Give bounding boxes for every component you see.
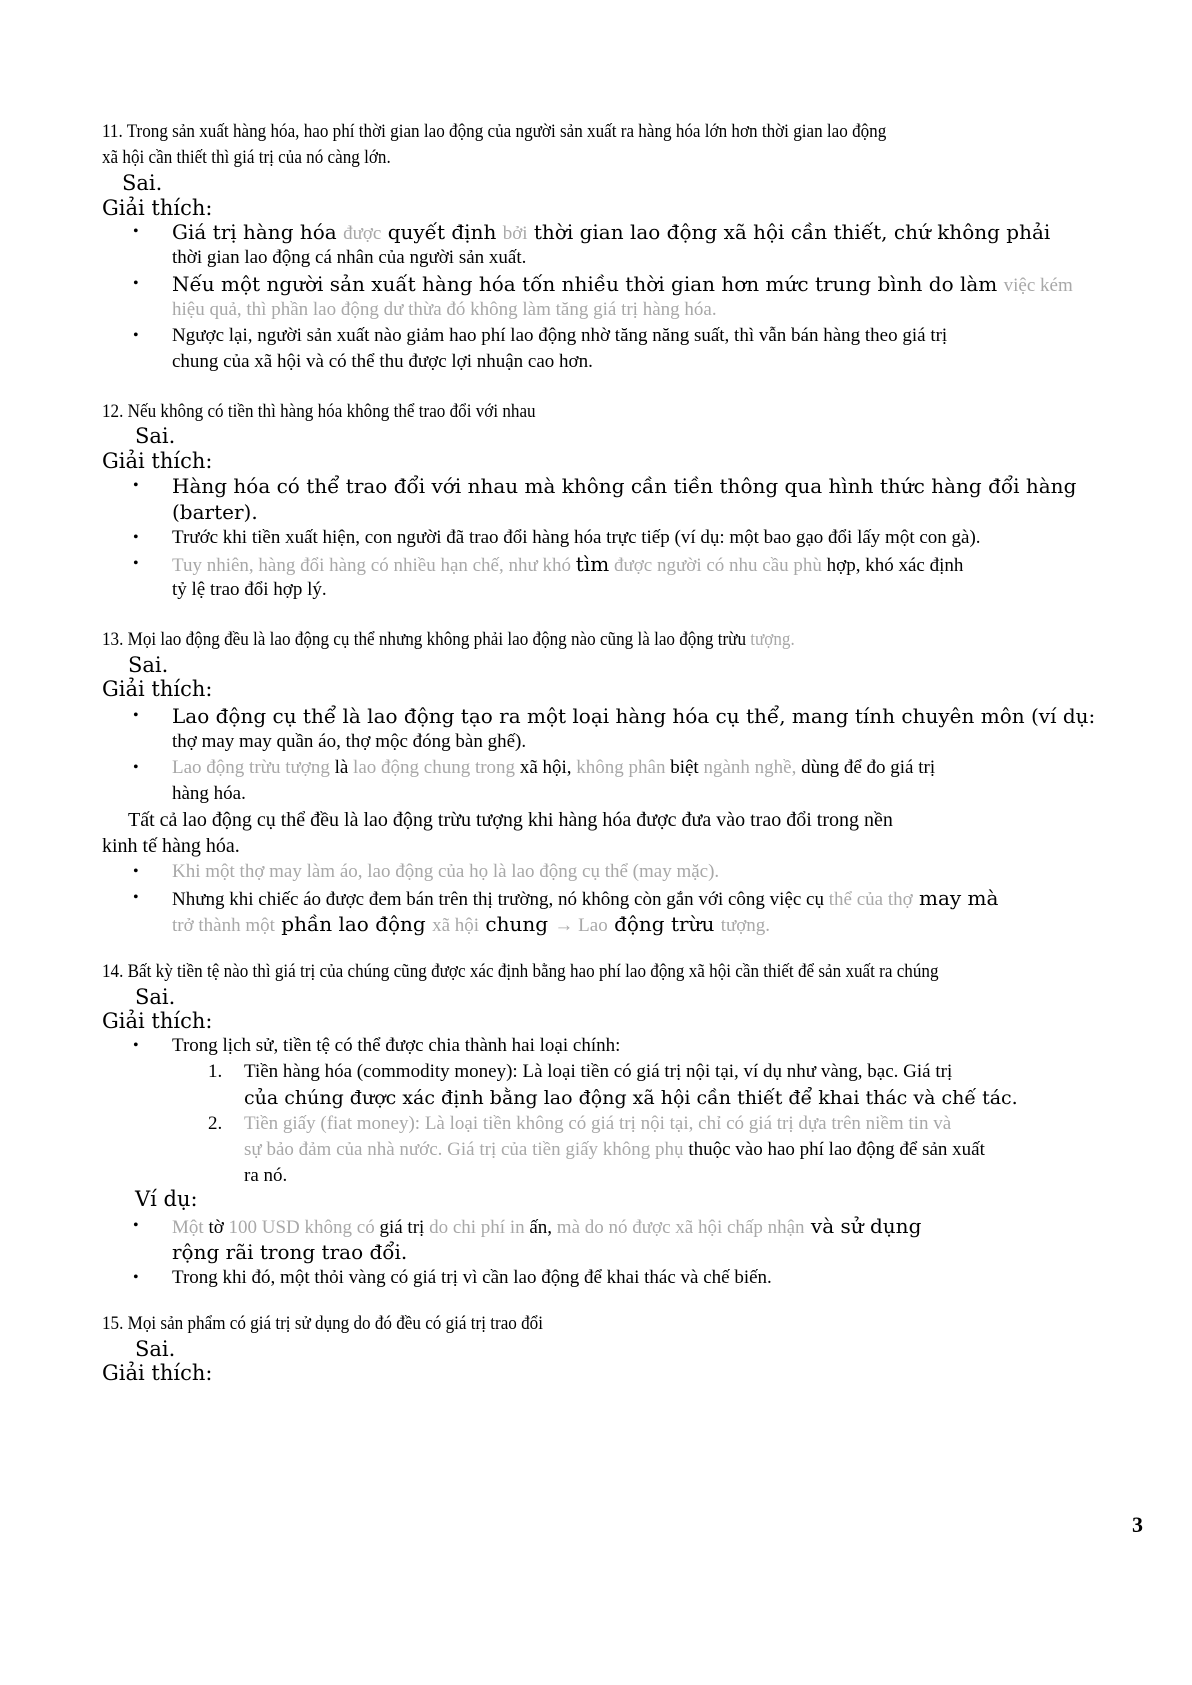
q14-bullet-1: Trong lịch sử, tiền tệ có thể được chia thành hai loại chính: — [172, 1035, 621, 1056]
bullet-icon: • — [133, 1217, 139, 1234]
q14-example-1-line2: rộng rãi trong trao đổi. — [172, 1240, 408, 1264]
list-number-2: 2. — [208, 1113, 223, 1134]
q12-bullet-3-line2: tỷ lệ trao đổi hợp lý. — [172, 579, 327, 600]
q13-paragraph-line1: Tất cả lao động cụ thể đều là lao động trừu tượng khi hàng hóa được đưa vào trao đổi trong nền — [128, 809, 893, 831]
page-number: 3 — [1132, 1512, 1143, 1537]
answer-15: Sai. — [135, 1337, 176, 1361]
q11-bullet-1-line1: Giá trị hàng hóa được quyết định bởi thời gian lao động xã hội cần thiết, chứ không phải — [172, 220, 1051, 244]
q13-bullet-2-line2: hàng hóa. — [172, 783, 246, 804]
bullet-icon: • — [133, 1037, 139, 1054]
question-15: 15. Mọi sản phẩm có giá trị sử dụng do đó đều có giá trị trao đổi — [102, 1313, 543, 1334]
q13-bullet-4-line2: trở thành một phần lao động xã hội chung → Lao động trừu tượng. — [172, 912, 771, 936]
bullet-icon: • — [133, 863, 139, 880]
q13-bullet-1-line1: Lao động cụ thể là lao động tạo ra một loại hàng hóa cụ thể, mang tính chuyên môn (ví dụ: — [172, 704, 1096, 728]
q12-bullet-2: Trước khi tiền xuất hiện, con người đã trao đổi hàng hóa trực tiếp (ví dụ: một bao gạo đổi lấy một con gà). — [172, 527, 981, 548]
q11-bullet-2-line2: hiệu quả, thì phần lao động dư thừa đó không làm tăng giá trị hàng hóa. — [172, 299, 717, 320]
bullet-icon: • — [133, 889, 139, 906]
question-13: 13. Mọi lao động đều là lao động cụ thể nhưng không phải lao động nào cũng là lao động trừu tượng. — [102, 629, 795, 650]
answer-11: Sai. — [122, 171, 163, 195]
q12-bullet-1-line2: (barter). — [172, 500, 258, 524]
question-11-line2: xã hội cần thiết thì giá trị của nó càng lớn. — [102, 147, 391, 168]
q13-paragraph-line2: kinh tế hàng hóa. — [102, 835, 240, 857]
q14-example-2: Trong khi đó, một thỏi vàng có giá trị vì cần lao động để khai thác và chế biến. — [172, 1267, 772, 1288]
explanation-label-14: Giải thích: — [102, 1009, 213, 1033]
bullet-icon: • — [133, 275, 139, 292]
bullet-icon: • — [133, 759, 139, 776]
q11-bullet-3-line1: Ngược lại, người sản xuất nào giảm hao phí lao động nhờ tăng năng suất, thì vẫn bán hàng theo giá trị — [172, 325, 948, 346]
explanation-label-13: Giải thích: — [102, 677, 213, 701]
q14-example-1-line1: Một tờ 100 USD không có giá trị do chi phí in ấn, mà do nó được xã hội chấp nhận và sử dụng — [172, 1214, 922, 1238]
answer-14: Sai. — [135, 985, 176, 1009]
bullet-icon: • — [133, 1269, 139, 1286]
question-11-line1: 11. Trong sản xuất hàng hóa, hao phí thời gian lao động của người sản xuất ra hàng hóa lớn hơn thời gian lao động — [102, 121, 887, 142]
explanation-label-11: Giải thích: — [102, 196, 213, 220]
q14-item-2-line2: sự bảo đảm của nhà nước. Giá trị của tiền giấy không phụ thuộc vào hao phí lao động để sản xuất — [244, 1139, 985, 1160]
bullet-icon: • — [133, 707, 139, 724]
bullet-icon: • — [133, 223, 139, 240]
question-14: 14. Bất kỳ tiền tệ nào thì giá trị của chúng cũng được xác định bằng hao phí lao động xã hội cần thiết để sản xuất ra chúng — [102, 961, 939, 982]
q13-bullet-4-line1: Nhưng khi chiếc áo được đem bán trên thị trường, nó không còn gắn với công việc cụ thể của thợ may mà — [172, 886, 999, 910]
explanation-label-15: Giải thích: — [102, 1361, 213, 1385]
q13-bullet-2-line1: Lao động trừu tượng là lao động chung trong xã hội, không phân biệt ngành nghề, dùng để đo giá trị — [172, 757, 936, 778]
q11-bullet-1-line2: thời gian lao động cá nhân của người sản xuất. — [172, 247, 527, 268]
q14-item-2-line1: Tiền giấy (fiat money): Là loại tiền không có giá trị nội tại, chỉ có giá trị dựa trên niềm tin và — [244, 1113, 952, 1134]
explanation-label-12: Giải thích: — [102, 449, 213, 473]
q13-bullet-3: Khi một thợ may làm áo, lao động của họ là lao động cụ thể (may mặc). — [172, 861, 720, 882]
q14-item-2-line3: ra nó. — [244, 1165, 288, 1186]
list-number-1: 1. — [208, 1061, 223, 1082]
q14-item-1-line1: Tiền hàng hóa (commodity money): Là loại tiền có giá trị nội tại, ví dụ như vàng, bạc. Giá trị — [244, 1061, 953, 1082]
q12-bullet-1-line1: Hàng hóa có thể trao đổi với nhau mà không cần tiền thông qua hình thức hàng đổi hàng — [172, 474, 1077, 498]
bullet-icon: • — [133, 477, 139, 494]
bullet-icon: • — [133, 327, 139, 344]
question-12: 12. Nếu không có tiền thì hàng hóa không thể trao đổi với nhau — [102, 401, 536, 422]
example-label: Ví dụ: — [135, 1187, 198, 1211]
answer-12: Sai. — [135, 424, 176, 448]
q11-bullet-3-line2: chung của xã hội và có thể thu được lợi nhuận cao hơn. — [172, 351, 593, 372]
bullet-icon: • — [133, 529, 139, 546]
q11-bullet-2-line1: Nếu một người sản xuất hàng hóa tốn nhiều thời gian hơn mức trung bình do làm việc kém — [172, 272, 1073, 296]
q13-bullet-1-line2: thợ may may quần áo, thợ mộc đóng bàn ghế). — [172, 731, 527, 752]
q14-item-1-line2: của chúng được xác định bằng lao động xã hội cần thiết để khai thác và chế tác. — [244, 1087, 1018, 1109]
q12-bullet-3-line1: Tuy nhiên, hàng đổi hàng có nhiều hạn chế, như khó tìm được người có nhu cầu phù hợp, khó xác định — [172, 552, 964, 576]
answer-13: Sai. — [128, 653, 169, 677]
bullet-icon: • — [133, 555, 139, 572]
